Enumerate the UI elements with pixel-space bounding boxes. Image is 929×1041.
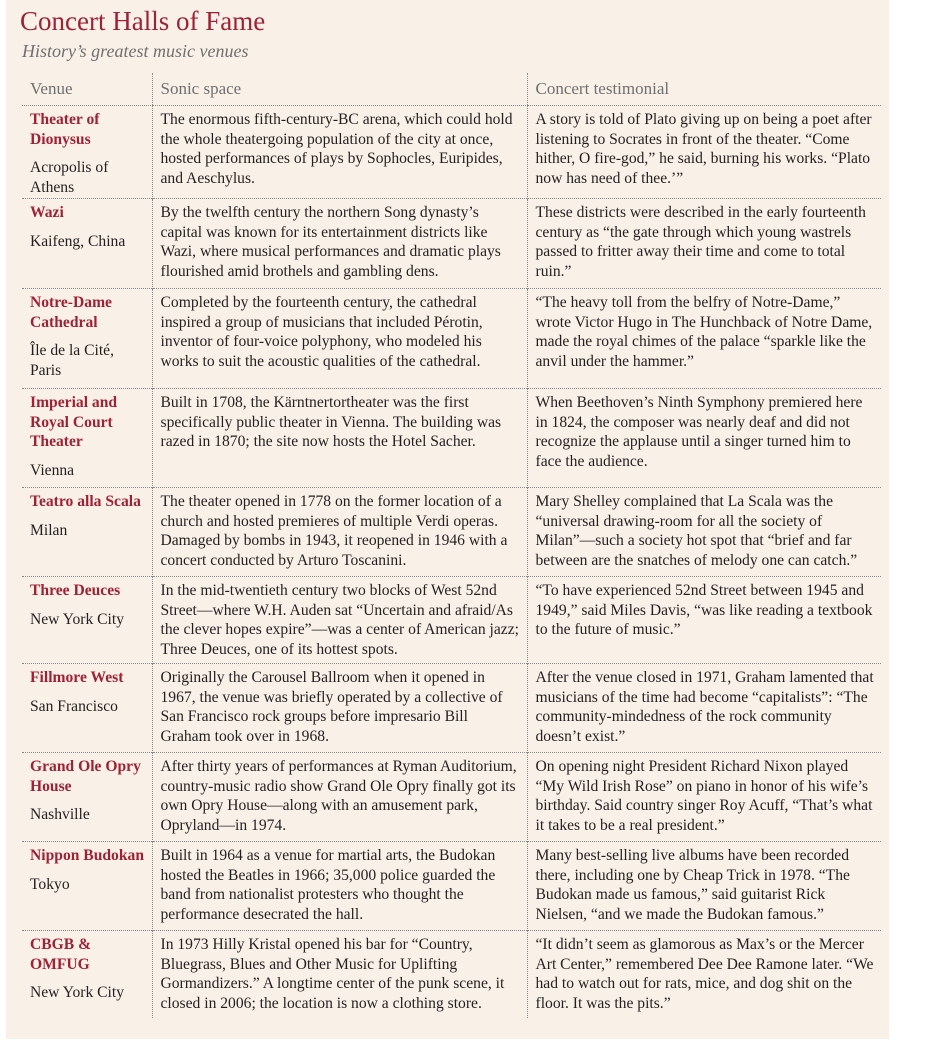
venue-cell — [22, 389, 152, 488]
venue-name: Teatro alla Scala — [30, 493, 141, 510]
venue-cell — [22, 289, 152, 389]
venue-location: San Francisco — [30, 697, 118, 715]
testimonial-cell — [527, 753, 881, 842]
venue-location: New York City — [30, 984, 125, 1002]
testimonial-cell — [527, 488, 881, 577]
venue-name: Fillmore West — [30, 669, 124, 686]
sonic-space-cell — [152, 488, 527, 577]
column-header-venue: Venue — [22, 73, 152, 106]
sonic-space-text: By the twelfth century the northern Song dynasty’s capital was known for its entertainment districts like Wazi, where musical performances and dramatic plays flourished amid brothels and gambling dens. — [160, 204, 501, 280]
sonic-space-text: Completed by the fourteenth century, the cathedral inspired a group of musicians that included Pérotin, inventor of four-voice polyphony, who modeled his works to suit the acoustic qualities of the cathedral. — [160, 294, 483, 370]
testimonial-text: These districts were described in the early fourteenth century as “the gate through which young wastrels passed to fritter away their time and come to total ruin.” — [535, 204, 866, 280]
sonic-space-text: The theater opened in 1778 on the former location of a church and hosted premieres of multiple Verdi operas. Damaged by bombs in 1943, it reopened in 1946 with a concert conducted by Arturo Toscanini. — [160, 493, 508, 569]
testimonial-text: “To have experienced 52nd Street between 1945 and 1949,” said Miles Davis, “was like reading a textbook to the future of music.” — [535, 582, 873, 639]
testimonial-cell — [527, 106, 881, 199]
testimonial-text: “It didn’t seem as glamorous as Max’s or the Mercer Art Center,” remembered Dee Dee Ramone later. “We had to watch out for rats, mice, and dog shit on the floor. It was the pits.” — [535, 936, 874, 1012]
venue-cell — [22, 199, 152, 289]
testimonial-cell — [527, 389, 881, 488]
testimonial-text: “The heavy toll from the belfry of Notre-Dame,” wrote Victor Hugo in The Hunchback of Notre Dame, made the royal chimes of the palace “sparkle like the anvil under the hammer.” — [535, 294, 873, 370]
venue-cell — [22, 106, 152, 199]
sonic-space-cell — [152, 842, 527, 931]
column-header-testimonial: Concert testimonial — [527, 73, 881, 106]
venue-location: Milan — [30, 521, 68, 539]
table-row — [22, 106, 881, 199]
sonic-space-text: After thirty years of performances at Ryman Auditorium, country-music radio show Grand Ole Opry finally got its own Opry House—along with an amusement park, Opryland—in 1974. — [160, 758, 517, 834]
venue-name: Grand Ole Opry House — [30, 758, 141, 795]
sonic-space-text: The enormous fifth-century-BC arena, which could hold the whole theatergoing population of the city at once, hosted performances of plays by Sophocles, Euripides, and Aeschylus. — [160, 111, 513, 187]
venue-name: Notre-Dame Cathedral — [30, 294, 112, 331]
sonic-space-cell — [152, 931, 527, 1018]
venue-location: Acropolis of Athens — [30, 159, 109, 196]
table-row — [22, 289, 881, 389]
table-row — [22, 488, 881, 577]
sonic-space-text: Built in 1964 as a venue for martial arts, the Budokan hosted the Beatles in 1966; 35,000 police guarded the band from nationalist protesters who thought the performance desecrated the hall. — [160, 847, 496, 923]
venue-location: Nashville — [30, 806, 90, 824]
table-row — [22, 842, 881, 931]
testimonial-cell — [527, 199, 881, 289]
column-header-sonic-space: Sonic space — [152, 73, 527, 106]
sonic-space-cell — [152, 753, 527, 842]
sonic-space-cell — [152, 389, 527, 488]
testimonial-cell — [527, 289, 881, 389]
sonic-space-text: Built in 1708, the Kärntnertortheater was the first specifically public theater in Vienna. The building was razed in 1870; the site now hosts the Hotel Sacher. — [160, 394, 502, 451]
sonic-space-text: Originally the Carousel Ballroom when it opened in 1967, the venue was briefly operated by a collective of San Francisco rock groups before impresario Bill Graham took over in 1968. — [160, 669, 503, 745]
sonic-space-cell — [152, 289, 527, 389]
venue-name: CBGB & OMFUG — [30, 936, 92, 973]
venue-location: Kaifeng, China — [30, 232, 126, 250]
venue-location: Vienna — [30, 461, 75, 479]
venue-name: Theater of Dionysus — [30, 111, 100, 148]
venues-table — [22, 73, 881, 1018]
table-row — [22, 931, 881, 1018]
testimonial-cell — [527, 931, 881, 1018]
sonic-space-text: In the mid-twentieth century two blocks of West 52nd Street—where W.H. Auden sat “Uncertain and afraid/As the clever hopes expire”—was a center of American jazz; Three Deuces, one of its hottest spots. — [160, 582, 519, 658]
venue-cell — [22, 931, 152, 1018]
venue-location: New York City — [30, 610, 125, 628]
sonic-space-cell — [152, 106, 527, 199]
testimonial-cell — [527, 664, 881, 753]
sonic-space-cell — [152, 199, 527, 289]
venue-location: Tokyo — [30, 875, 70, 893]
testimonial-text: After the venue closed in 1971, Graham lamented that musicians of the time had become “capitalists”: “The community-mindedness of the rock community doesn’t exist.” — [535, 669, 874, 745]
venue-cell — [22, 488, 152, 577]
venue-cell — [22, 577, 152, 664]
venue-location: Île de la Cité, Paris — [30, 342, 114, 379]
testimonial-cell — [527, 842, 881, 931]
testimonial-cell — [527, 577, 881, 664]
venue-name: Wazi — [30, 204, 64, 221]
testimonial-text: Mary Shelley complained that La Scala was the “universal drawing-room for all the society of Milan”—such a society hot spot that “brief and far between are the snatches of melody one can catch.” — [535, 493, 858, 569]
testimonial-text: A story is told of Plato giving up on being a poet after listening to Socrates in front of the theater. “Come hither, O fire-god,” he said, burning his works. “Plato now has need of thee.’” — [535, 111, 872, 187]
venue-cell — [22, 753, 152, 842]
testimonial-text: When Beethoven’s Ninth Symphony premiered here in 1824, the composer was nearly deaf and did not recognize the applause until a singer turned him to face the audience. — [535, 394, 863, 470]
table-row — [22, 389, 881, 488]
page-title: Concert Halls of Fame — [20, 6, 266, 36]
venue-cell — [22, 664, 152, 753]
venue-name: Imperial and Royal Court Theater — [30, 394, 118, 451]
sonic-space-cell — [152, 577, 527, 664]
venue-name: Nippon Budokan — [30, 847, 144, 864]
venue-cell — [22, 842, 152, 931]
table-row — [22, 664, 881, 753]
table-row — [22, 199, 881, 289]
sonic-space-text: In 1973 Hilly Kristal opened his bar for “Country, Bluegrass, Blues and Other Music for Uplifting Gormandizers.” A longtime center of the punk scene, it closed in 2006; the location is now a clothing store. — [160, 936, 505, 1012]
table-row — [22, 577, 881, 664]
table-row — [22, 753, 881, 842]
venue-name: Three Deuces — [30, 582, 121, 599]
sonic-space-cell — [152, 664, 527, 753]
testimonial-text: Many best-selling live albums have been recorded there, including one by Cheap Trick in 1978. “The Budokan made us famous,” said guitarist Rick Nielsen, “and we made the Budokan famous.” — [535, 847, 850, 923]
testimonial-text: On opening night President Richard Nixon played “My Wild Irish Rose” on piano in honor of his wife’s birthday. Said country singer Roy Acuff, “That’s what it takes to be a real president.” — [535, 758, 873, 834]
page-subtitle: History’s greatest music venues — [22, 41, 249, 61]
table-header-row — [22, 73, 881, 106]
